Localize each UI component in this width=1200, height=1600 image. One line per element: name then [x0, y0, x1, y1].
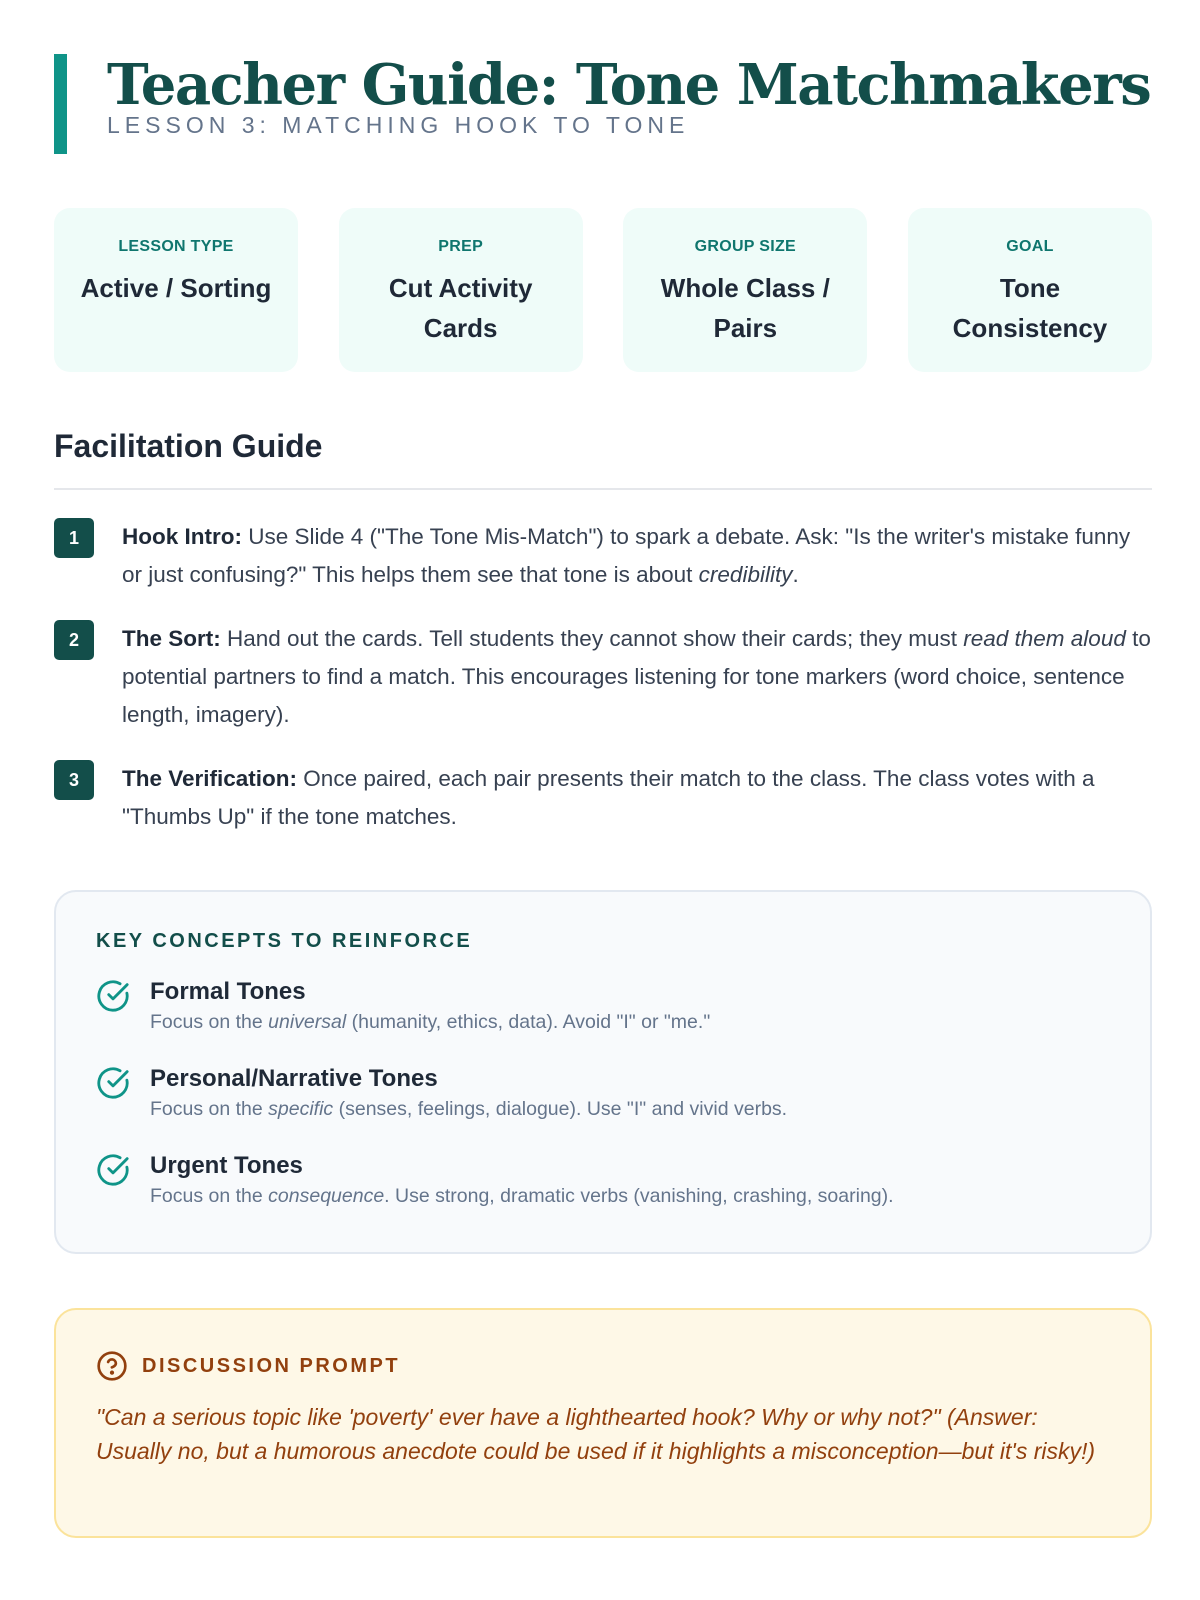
info-card-lesson-type [54, 208, 298, 372]
concept-description: Focus on the specific (senses, feelings, dialogue). Use "I" and vivid verbs. [150, 1098, 788, 1120]
check-circle-icon [96, 1153, 130, 1187]
step-text-end: to potential partners to find a match. This encourages listening for tone markers (word choice, sentence length, imagery). [122, 626, 1151, 727]
step-text: Use Slide 4 ("The Tone Mis-Match") to spark a debate. Ask: "Is the writer's mistake funny or just confusing?" This helps them see that tone is about [122, 524, 1131, 587]
concept-title: Urgent Tones [150, 1152, 303, 1179]
discussion-prompt-heading: DISCUSSION PROMPT [142, 1354, 401, 1377]
concept-description: Focus on the consequence. Use strong, dramatic verbs (vanishing, crashing, soaring). [150, 1185, 894, 1207]
info-card-prep [339, 208, 583, 372]
step-text: Hand out the cards. Tell students they cannot show their cards; they must [220, 626, 964, 651]
step-label: The Verification: [122, 766, 298, 791]
step-number-badge: 3 [54, 760, 94, 800]
concept-title: Formal Tones [150, 978, 306, 1005]
card-value: Active / Sorting [80, 273, 272, 303]
step-number-badge: 1 [54, 518, 94, 558]
discussion-prompt-header [96, 1350, 1110, 1382]
check-circle-icon [96, 979, 130, 1013]
step-text: Once paired, each pair presents their match to the class. The class votes with a "Thumbs Up" if the tone matches. [122, 766, 1095, 829]
info-card-group-size [623, 208, 867, 372]
step-text-end: . [792, 562, 799, 587]
page-header [54, 54, 1150, 154]
key-concepts-panel [54, 890, 1152, 1254]
discussion-prompt-panel [54, 1308, 1152, 1538]
card-label: GOAL [1006, 238, 1054, 255]
concept-description: Focus on the universal (humanity, ethics, data). Avoid "I" or "me." [150, 1011, 711, 1033]
section-title-facilitation: Facilitation Guide [54, 428, 323, 464]
info-card-goal [908, 208, 1152, 372]
card-label: PREP [438, 238, 484, 255]
check-circle-icon [96, 1066, 130, 1100]
lesson-subtitle: LESSON 3: MATCHING HOOK TO TONE [107, 112, 690, 138]
concept-item [96, 977, 1110, 1037]
lesson-info-cards [54, 208, 1152, 372]
card-value: Whole Class / Pairs [660, 273, 830, 343]
step-number-badge: 2 [54, 620, 94, 660]
section-divider [54, 488, 1152, 490]
page-title: Teacher Guide: Tone Matchmakers [107, 52, 1151, 118]
question-circle-icon [96, 1350, 128, 1382]
card-value: Cut Activity Cards [388, 273, 533, 343]
concept-title: Personal/Narrative Tones [150, 1065, 438, 1092]
step-item [54, 518, 1152, 594]
concept-item [96, 1064, 1110, 1124]
card-label: GROUP SIZE [694, 238, 796, 255]
step-label: The Sort: [122, 626, 221, 651]
card-label: LESSON TYPE [118, 238, 234, 255]
step-item [54, 620, 1152, 734]
concept-item [96, 1151, 1110, 1211]
facilitation-steps [54, 518, 1152, 862]
step-label: Hook Intro: [122, 524, 242, 549]
step-item [54, 760, 1152, 836]
step-emphasis: read them aloud [963, 626, 1126, 651]
key-concepts-heading: KEY CONCEPTS TO REINFORCE [96, 930, 473, 952]
discussion-prompt-text: "Can a serious topic like 'poverty' ever have a lighthearted hook? Why or why not?" (Answer: Usually no, but a humorous anecdote could be used if it highlights a misconception—but it's risky!) [96, 1404, 1096, 1464]
step-emphasis: credibility [698, 562, 793, 587]
card-value: Tone Consistency [952, 273, 1108, 343]
